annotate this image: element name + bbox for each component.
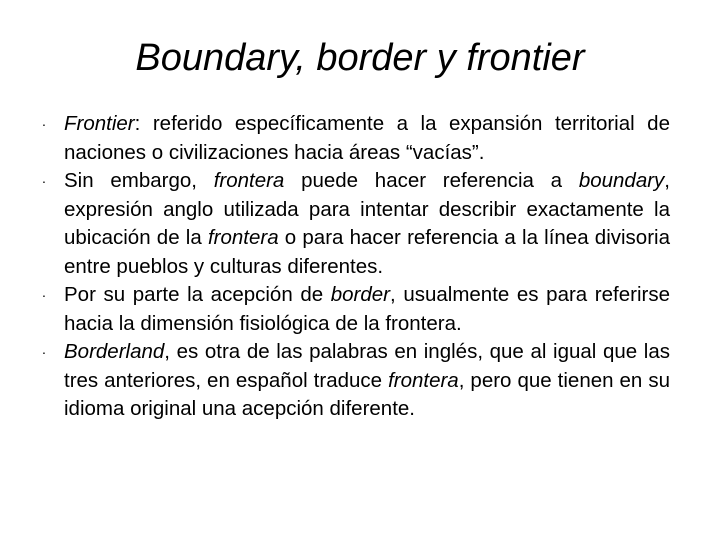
bullet-marker: · <box>41 344 47 360</box>
bullet-marker: · <box>41 287 47 303</box>
bullet-run: frontera <box>213 169 285 192</box>
bullet-item <box>38 281 670 338</box>
bullet-run: Frontier <box>64 112 135 135</box>
bullet-run: , pero que tienen en su idioma original una acepción diferente. <box>64 368 670 420</box>
bullet-run: frontera <box>207 226 279 249</box>
bullet-item <box>38 110 670 167</box>
bullet-item <box>38 167 670 281</box>
bullet-run: , expresión anglo utilizada para intentar describir exactamente la ubicación de la <box>64 169 670 249</box>
bullet-run: frontera <box>388 368 459 392</box>
bullet-item <box>38 338 670 424</box>
bullet-run: : referido específicamente a la expansión territorial de naciones o civilizaciones hacia áreas “vacías”. <box>64 112 670 164</box>
bullet-run: o para hacer referencia a la línea divisoria entre pueblos y culturas diferentes. <box>64 226 670 278</box>
bullet-run: , es otra de las palabras en inglés, que al igual que las tres anteriores, en español traduce <box>64 340 670 392</box>
bullet-marker: · <box>41 173 47 189</box>
bullet-run: border <box>330 283 391 306</box>
bullet-run: Por su parte la acepción de <box>64 283 331 306</box>
bullet-list <box>38 110 670 424</box>
bullet-run: Borderland <box>64 340 165 363</box>
bullet-run: boundary <box>578 169 665 192</box>
slide-title: Boundary, border y frontier <box>135 37 585 79</box>
bullet-run: , usualmente es para referirse hacia la dimensión fisiológica de la frontera. <box>64 283 670 335</box>
bullet-run: Sin embargo, <box>64 169 214 192</box>
bullet-marker: · <box>41 116 47 132</box>
bullet-run: puede hacer referencia a <box>284 169 579 192</box>
